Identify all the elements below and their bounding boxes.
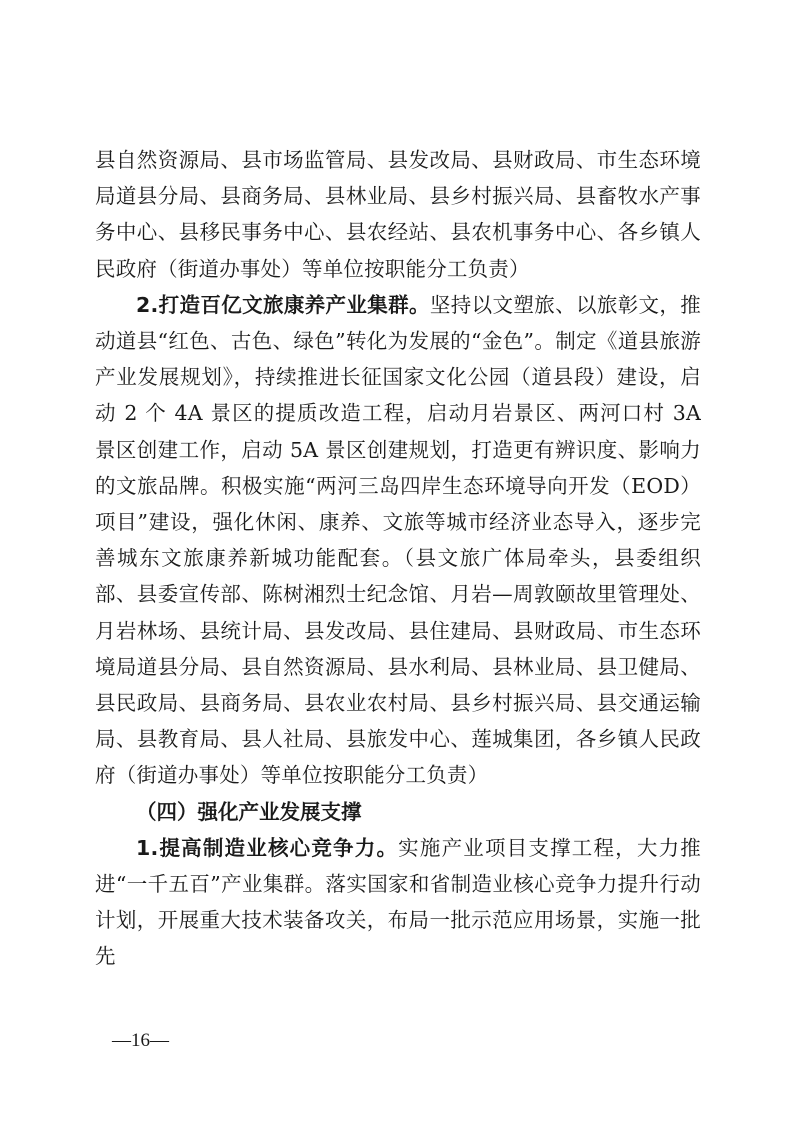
paragraph-item-2 <box>95 287 701 794</box>
body-text <box>95 142 701 975</box>
paragraph-text: 县自然资源局、县市场监管局、县发改局、县财政局、市生态环境局道县分局、县商务局、县林业局、县乡村振兴局、县畜牧水产事务中心、县移民事务中心、县农经站、县农机事务中心、各乡镇人民政府（街道办事处）等单位按职能分工负责） <box>95 148 701 281</box>
paragraph-item-1 <box>95 830 701 975</box>
paragraph-continuation <box>95 142 701 287</box>
item-2-heading: 2.打造百亿文旅康养产业集群。 <box>136 292 430 317</box>
section-heading: （四）强化产业发展支撑 <box>136 799 362 824</box>
paragraph-text: 实施产业项目支撑工程，大力推进“一千五百”产业集群。落实国家和省制造业核心竞争力提升行动计划，开展重大技术装备攻关，布局一批示范应用场景，实施一批先 <box>95 835 701 969</box>
page-number: —16— <box>112 1030 169 1051</box>
paragraph-text: 坚持以文塑旅、以旅彰文，推动道县“红色、古色、绿色”转化为发展的“金色”。制定《道县旅游产业发展规划》，持续推进长征国家文化公园（道县段）建设，启动 2 个 4A 景区的提质改造工程，启动月岩景区、两河口村 3A 景区创建工作，启动 5A 景区创建规划，打造更有辨识度、影响力的文旅品牌。积极实施“两河三岛四岸生态环境导向开发（EOD）项目”建设，强化休闲、康养、文旅等城市经济业态导入，逐步完善城东文旅康养新城功能配套。（县文旅广体局牵头，县委组织部、县委宣传部、陈树湘烈士纪念馆、月岩—周敦颐故里管理处、月岩林场、县统计局、县发改局、县住建局、县财政局、市生态环境局道县分局、县自然资源局、县水利局、县林业局、县卫健局、县民政局、县商务局、县农业农村局、县乡村振兴局、县交通运输局、县教育局、县人社局、县旅发中心、莲城集团，各乡镇人民政府（街道办事处）等单位按职能分工负责） <box>95 292 701 788</box>
item-1-heading: 1.提高制造业核心竞争力。 <box>136 835 399 860</box>
